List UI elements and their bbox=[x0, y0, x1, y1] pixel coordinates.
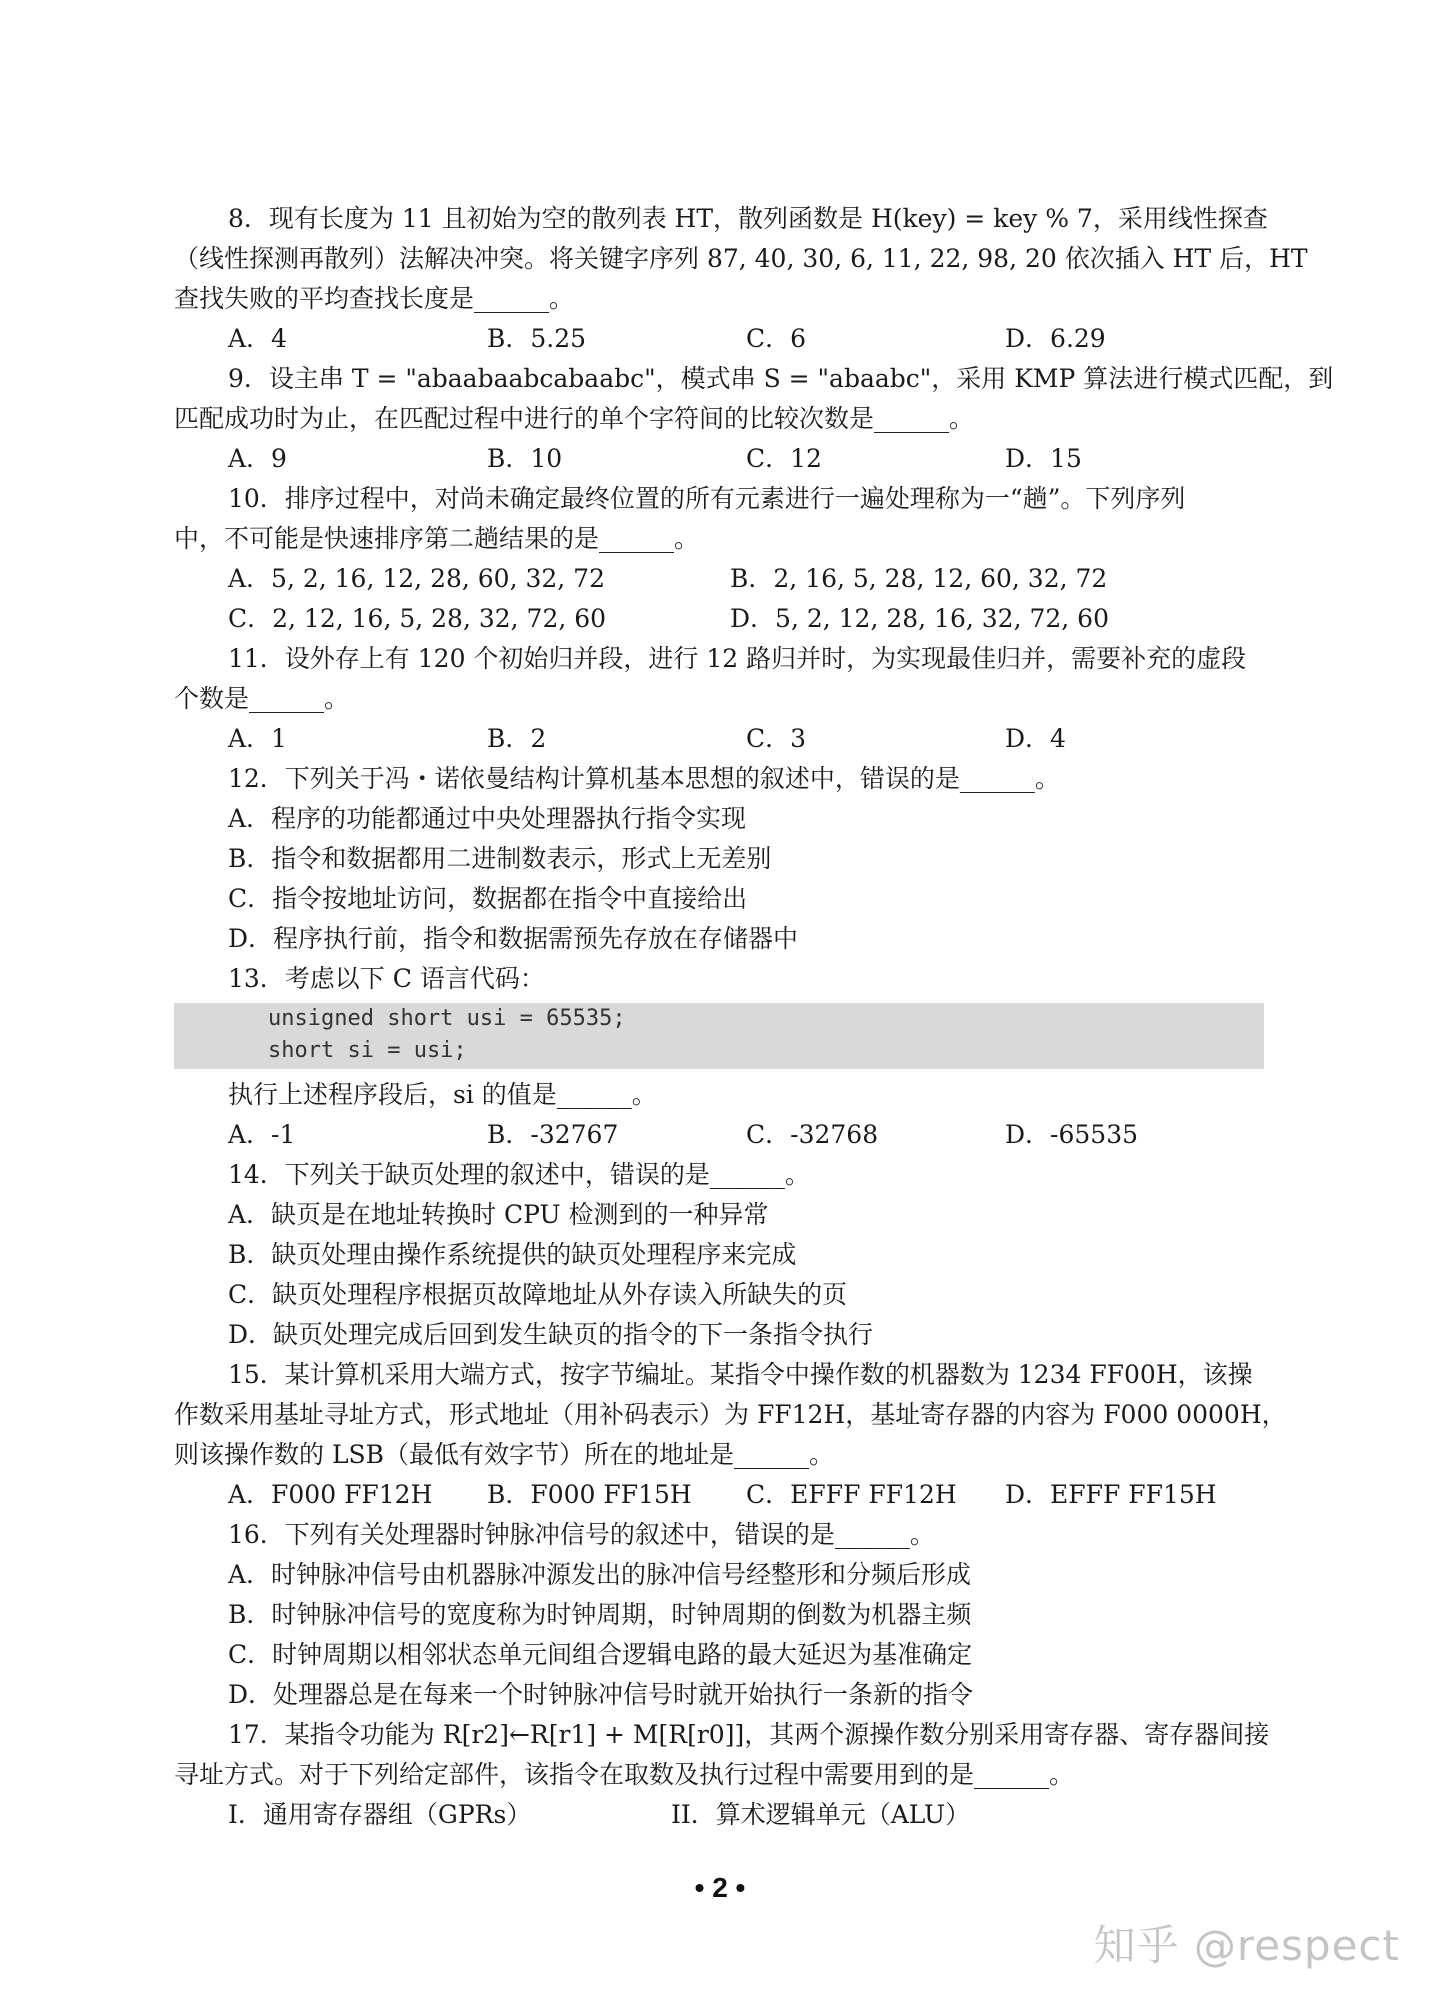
option-a: A．1 bbox=[228, 724, 287, 753]
option-b: B．2, 16, 5, 28, 12, 60, 32, 72 bbox=[730, 564, 1108, 593]
question-text: 个数是______。 bbox=[174, 684, 350, 713]
question-15 bbox=[174, 1355, 1287, 1515]
option-d: D．-65535 bbox=[1005, 1120, 1139, 1149]
option-c: C．时钟周期以相邻状态单元间组合逻辑电路的最大延迟为基准确定 bbox=[228, 1640, 973, 1669]
question-text: 寻址方式。对于下列给定部件，该指令在取数及执行过程中需要用到的是______。 bbox=[174, 1760, 1075, 1789]
question-text: 则该操作数的 LSB（最低有效字节）所在的地址是______。 bbox=[174, 1440, 835, 1469]
question-9 bbox=[174, 359, 1334, 479]
option-a: A．时钟脉冲信号由机器脉冲源发出的脉冲信号经整形和分频后形成 bbox=[228, 1560, 972, 1589]
option-row bbox=[174, 599, 1264, 639]
option-a: A．缺页是在地址转换时 CPU 检测到的一种异常 bbox=[228, 1200, 769, 1229]
option-b: B．-32767 bbox=[487, 1120, 619, 1149]
option-c: C．缺页处理程序根据页故障地址从外存读入所缺失的页 bbox=[228, 1280, 848, 1309]
question-13 bbox=[174, 959, 1264, 1155]
option-b: B．10 bbox=[487, 444, 563, 473]
option-d: D．处理器总是在每来一个时钟脉冲信号时就开始执行一条新的指令 bbox=[228, 1680, 974, 1709]
question-text: 11．设外存上有 120 个初始归并段，进行 12 路归并时，为实现最佳归并，需要补充的虚段 bbox=[228, 644, 1247, 673]
option-c: C．6 bbox=[746, 324, 807, 353]
option-a: A．F000 FF12H bbox=[228, 1480, 433, 1509]
option-c: C．-32768 bbox=[746, 1120, 879, 1149]
option-i: I．通用寄存器组（GPRs） bbox=[228, 1800, 532, 1829]
option-c: C．12 bbox=[746, 444, 822, 473]
option-row bbox=[174, 1795, 1264, 1835]
option-d: D．5, 2, 12, 28, 16, 32, 72, 60 bbox=[730, 604, 1109, 633]
option-a: A．-1 bbox=[228, 1120, 296, 1149]
question-14 bbox=[174, 1155, 1264, 1355]
option-row bbox=[174, 719, 1264, 759]
option-a: A．9 bbox=[228, 444, 287, 473]
question-16 bbox=[174, 1515, 1264, 1715]
option-d: D．EFFF FF15H bbox=[1005, 1480, 1217, 1509]
code-block bbox=[174, 1003, 1264, 1069]
option-row bbox=[174, 559, 1264, 599]
option-b: B．缺页处理由操作系统提供的缺页处理程序来完成 bbox=[228, 1240, 797, 1269]
question-text: 匹配成功时为止，在匹配过程中进行的单个字符间的比较次数是______。 bbox=[174, 404, 975, 433]
option-c: C．3 bbox=[746, 724, 807, 753]
question-text: 9．设主串 T = "abaabaabcabaabc"，模式串 S = "abaabc"，采用 KMP 算法进行模式匹配，到 bbox=[228, 364, 1334, 393]
option-row bbox=[174, 439, 1264, 479]
option-a: A．5, 2, 16, 12, 28, 60, 32, 72 bbox=[228, 564, 605, 593]
option-row bbox=[174, 1475, 1264, 1515]
option-row bbox=[174, 319, 1264, 359]
question-17 bbox=[174, 1715, 1270, 1835]
question-10 bbox=[174, 479, 1264, 639]
option-b: B．2 bbox=[487, 724, 547, 753]
option-d: D．6.29 bbox=[1005, 324, 1106, 353]
option-d: D．15 bbox=[1005, 444, 1082, 473]
question-text: 查找失败的平均查找长度是______。 bbox=[174, 284, 575, 313]
question-text: 作数采用基址寻址方式，形式地址（用补码表示）为 FF12H，基址寄存器的内容为 F000 0000H， bbox=[174, 1400, 1287, 1429]
option-d: D．缺页处理完成后回到发生缺页的指令的下一条指令执行 bbox=[228, 1320, 874, 1349]
code-line: short si = usi; bbox=[268, 1038, 467, 1063]
question-11 bbox=[174, 639, 1264, 759]
question-text: 10．排序过程中，对尚未确定最终位置的所有元素进行一遍处理称为一“趟”。下列序列 bbox=[228, 484, 1186, 513]
option-ii: II．算术逻辑单元（ALU） bbox=[671, 1800, 971, 1829]
question-text: 8．现有长度为 11 且初始为空的散列表 HT，散列函数是 H(key) = key % 7，采用线性探查 bbox=[228, 204, 1268, 233]
page-number: • 2 • bbox=[694, 1872, 746, 1903]
question-text: 13．考虑以下 C 语言代码： bbox=[228, 964, 545, 993]
question-text: 12．下列关于冯・诺依曼结构计算机基本思想的叙述中，错误的是______。 bbox=[228, 764, 1060, 793]
option-row bbox=[174, 1115, 1264, 1155]
question-text: 执行上述程序段后，si 的值是______。 bbox=[228, 1080, 657, 1109]
option-c: C．EFFF FF12H bbox=[746, 1480, 957, 1509]
question-8 bbox=[174, 199, 1308, 359]
option-d: D．4 bbox=[1005, 724, 1066, 753]
option-a: A．程序的功能都通过中央处理器执行指令实现 bbox=[228, 804, 747, 833]
question-text: 16．下列有关处理器时钟脉冲信号的叙述中，错误的是______。 bbox=[228, 1520, 935, 1549]
question-text: 15．某计算机采用大端方式，按字节编址。某指令中操作数的机器数为 1234 FF00H，该操 bbox=[228, 1360, 1253, 1389]
watermark: 知乎 @respect bbox=[1093, 1921, 1400, 1970]
code-line: unsigned short usi = 65535; bbox=[268, 1006, 626, 1031]
option-b: B．5.25 bbox=[487, 324, 587, 353]
question-text: 14．下列关于缺页处理的叙述中，错误的是______。 bbox=[228, 1160, 810, 1189]
option-b: B．F000 FF15H bbox=[487, 1480, 692, 1509]
option-b: B．时钟脉冲信号的宽度称为时钟周期，时钟周期的倒数为机器主频 bbox=[228, 1600, 972, 1629]
question-list bbox=[174, 199, 1334, 1835]
question-text: （线性探测再散列）法解决冲突。将关键字序列 87, 40, 30, 6, 11, 22, 98, 20 依次插入 HT 后，HT bbox=[174, 244, 1308, 273]
option-c: C．指令按地址访问，数据都在指令中直接给出 bbox=[228, 884, 748, 913]
question-12 bbox=[174, 759, 1264, 959]
question-text: 17．某指令功能为 R[r2]←R[r1] + M[R[r0]]，其两个源操作数分别采用寄存器、寄存器间接 bbox=[228, 1720, 1270, 1749]
option-d: D．程序执行前，指令和数据需预先存放在存储器中 bbox=[228, 924, 799, 953]
option-c: C．2, 12, 16, 5, 28, 32, 72, 60 bbox=[228, 604, 607, 633]
option-b: B．指令和数据都用二进制数表示，形式上无差别 bbox=[228, 844, 772, 873]
question-text: 中，不可能是快速排序第二趟结果的是______。 bbox=[174, 524, 700, 553]
option-a: A．4 bbox=[228, 324, 287, 353]
